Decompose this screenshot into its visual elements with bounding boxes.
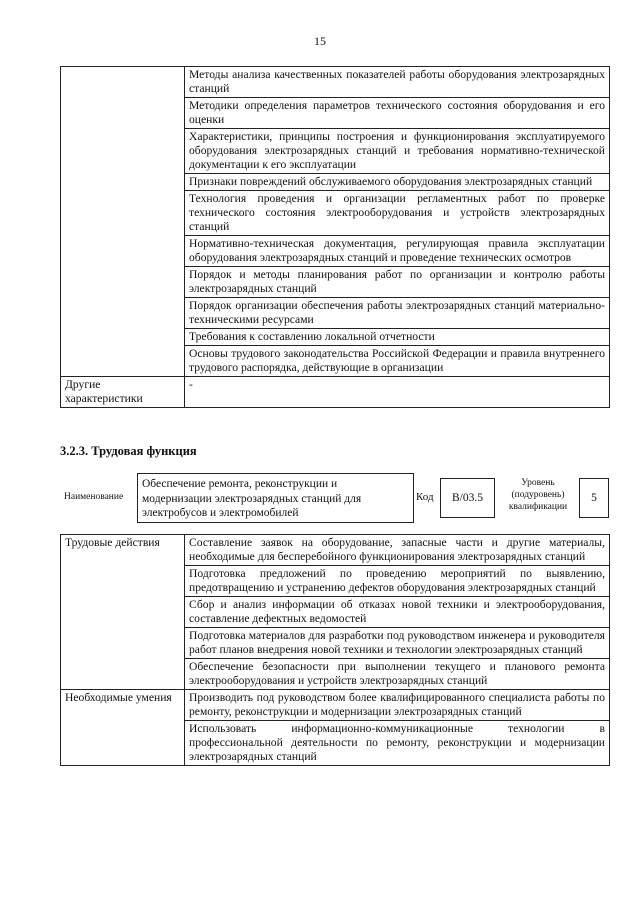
qualification-level-box: 5 [579,478,609,518]
labor-actions-label: Трудовые действия [61,535,185,690]
table-row [61,67,610,98]
labor-function-table [60,534,610,766]
knowledge-item: Методики определения параметров технического состояния оборудования и его оценки [185,98,610,129]
knowledge-item: Признаки повреждений обслуживаемого оборудования электрозарядных станций [185,174,610,191]
other-characteristics-value: - [185,377,610,408]
knowledge-label-cell [61,67,185,377]
labor-action-item: Подготовка материалов для разработки под руководством инженера и руководителя работ планов внедрения новой техники и технологии электрозарядных станций [185,628,610,659]
skill-item: Производить под руководством более квалифицированного специалиста работы по ремонту, реконструкции и модернизации электрозарядных станций [185,690,610,721]
knowledge-item: Основы трудового законодательства Российской Федерации и правила внутреннего трудового распорядка, действующие в организации [185,346,610,377]
table-row [61,535,610,566]
name-label: Наименование [64,492,124,502]
function-name-box: Обеспечение ремонта, реконструкции и модернизации электрозарядных станций для электробусов и электромобилей [137,473,414,523]
skill-item: Использовать информационно-коммуникационные технологии в профессиональной деятельности по ремонту, реконструкции и модернизации электрозарядных станций [185,721,610,766]
table-row [61,690,610,721]
knowledge-item: Характеристики, принципы построения и функционирования эксплуатируемого оборудования электрозарядных станций и требования нормативно-технической документации к его эксплуатации [185,129,610,174]
knowledge-item: Технология проведения и организации регламентных работ по проверке технического состояния электрооборудования и устройств электрозарядных станций [185,191,610,236]
required-skills-label: Необходимые умения [61,690,185,766]
labor-action-item: Сбор и анализ информации об отказах новой техники и электрооборудования, составление дефектных ведомостей [185,597,610,628]
knowledge-item: Требования к составлению локальной отчетности [185,329,610,346]
knowledge-table [60,66,610,408]
qualification-level-label: Уровень (подуровень) квалификации [508,478,568,512]
labor-action-item: Составление заявок на оборудование, запасные части и другие материалы, необходимые для бесперебойного функционирования электрозарядных станций [185,535,610,566]
knowledge-item: Методы анализа качественных показателей работы оборудования электрозарядных станций [185,67,610,98]
knowledge-item: Порядок организации обеспечения работы электрозарядных станций материально-техническими ресурсами [185,298,610,329]
labor-action-item: Подготовка предложений по проведению мероприятий по выявлению, предотвращению и устранению дефектов оборудования электрозарядных станций [185,566,610,597]
code-label: Код [416,491,434,503]
table-row [61,377,610,408]
function-header [60,473,620,523]
page-number: 15 [314,34,326,48]
other-characteristics-label: Другие характеристики [61,377,185,408]
section-title: 3.2.3. Трудовая функция [60,444,197,458]
code-box: В/03.5 [440,478,495,518]
knowledge-item: Нормативно-техническая документация, регулирующая правила эксплуатации оборудования электрозарядных станций и проведение технических осмотров [185,236,610,267]
knowledge-item: Порядок и методы планирования работ по организации и контролю работы электрозарядных станций [185,267,610,298]
labor-action-item: Обеспечение безопасности при выполнении текущего и планового ремонта электрооборудования и устройств электрозарядных станций [185,659,610,690]
